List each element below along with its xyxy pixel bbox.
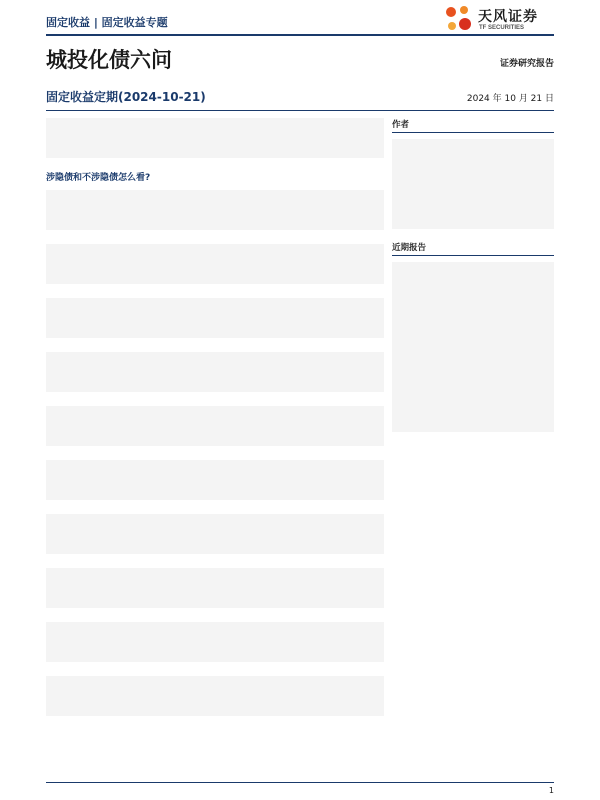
- section-heading: 涉隐债和不涉隐债怎么看?: [46, 173, 151, 183]
- page-title: 城投化债六问: [46, 48, 172, 72]
- firm-logo: [442, 3, 554, 37]
- body-paragraph: [46, 298, 384, 338]
- body-paragraph: [46, 352, 384, 392]
- main-column: [46, 118, 384, 772]
- related-reports-list: [392, 262, 554, 432]
- body-paragraph: [46, 622, 384, 662]
- body-paragraph: [46, 676, 384, 716]
- intro-paragraph: [46, 118, 384, 158]
- body-paragraph: [46, 460, 384, 500]
- authors-heading: 作者: [392, 118, 554, 133]
- page-number: 1: [548, 786, 554, 795]
- body-paragraph: [46, 568, 384, 608]
- publish-date: 2024 年 10 月 21 日: [466, 94, 554, 104]
- report-subtitle: 固定收益定期(2024-10-21): [46, 90, 206, 104]
- body-paragraph: [46, 244, 384, 284]
- report-type: 证券研究报告: [499, 59, 554, 69]
- firm-name: 天风证券: [478, 9, 538, 25]
- report-category: 固定收益 | 固定收益专题: [46, 16, 168, 29]
- body-paragraph: [46, 514, 384, 554]
- footer-divider: [46, 782, 554, 783]
- sidebar: [392, 118, 554, 444]
- header-divider: [46, 34, 554, 36]
- body-paragraph: [46, 190, 384, 230]
- authors-list: [392, 139, 554, 229]
- body-paragraph: [46, 406, 384, 446]
- related-reports-heading: 近期报告: [392, 241, 554, 256]
- firm-name-en: TF SECURITIES: [479, 25, 525, 31]
- subtitle-divider: [46, 110, 554, 111]
- firm-logo-icon: [442, 3, 474, 35]
